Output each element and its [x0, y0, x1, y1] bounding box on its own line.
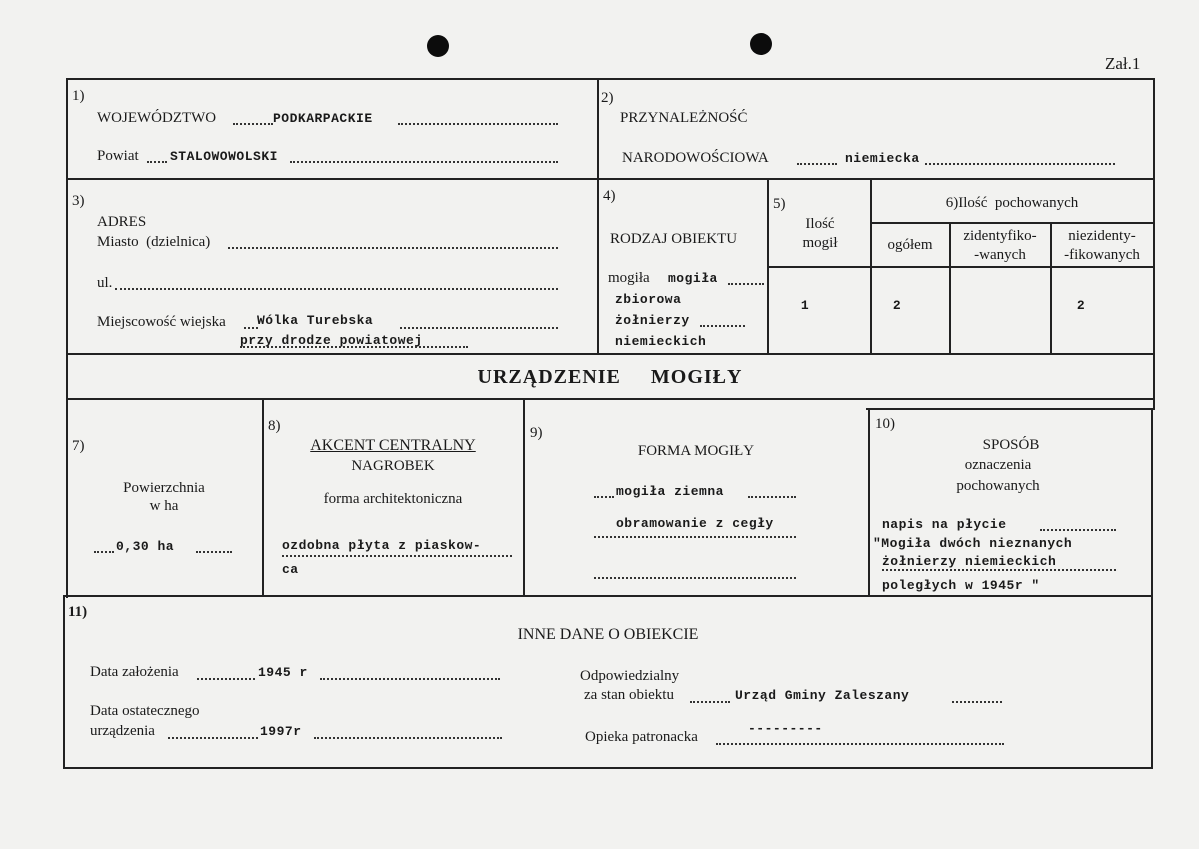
- rodzaj-value-4: niemieckich: [615, 334, 707, 349]
- pochowanych-title: pochowanych: [956, 478, 1040, 494]
- rodzaj-obiektu-label: RODZAJ OBIEKTU: [610, 231, 738, 247]
- section-number: 11): [68, 604, 88, 620]
- powierzchnia-value: 0,30 ha: [116, 539, 175, 554]
- odpowiedzialny-label-2: za stan obiektu: [584, 687, 674, 703]
- miejscowosc-value-line2: przy drodze powiatowej: [240, 333, 423, 348]
- forma-value-1: mogiła ziemna: [616, 484, 724, 499]
- nagrobek-label: NAGROBEK: [351, 458, 435, 474]
- attachment-label: Zał.1: [1105, 54, 1141, 73]
- sposob-value-3: żołnierzy niemieckich: [882, 554, 1057, 569]
- pochowanych-header: 6)Ilość pochowanych: [945, 195, 1079, 211]
- section-number: 5): [773, 196, 786, 212]
- miejscowosc-label: Miejscowość wiejska: [97, 314, 226, 330]
- ogolem-value: 2: [892, 298, 902, 313]
- niezidentyfikowanych-value: 2: [1076, 298, 1086, 313]
- opieka-patronacka-label: Opieka patronacka: [585, 729, 698, 745]
- adres-label: ADRES: [97, 214, 147, 230]
- zidentyfikowanych-label-2: -wanych: [974, 247, 1026, 263]
- sposob-title: SPOSÓB: [982, 437, 1040, 453]
- ilosc-mogil-value: 1: [800, 298, 810, 313]
- punch-hole-right: [750, 33, 772, 55]
- odpowiedzialny-label-1: Odpowiedzialny: [580, 668, 680, 684]
- mogil-label: mogił: [802, 235, 838, 251]
- data-zalozenia-label: Data założenia: [90, 664, 179, 680]
- niezidentyfikowanych-label-2: -fikowanych: [1064, 247, 1140, 263]
- miasto-label: Miasto (dzielnica): [97, 234, 211, 250]
- oznaczenia-title: oznaczenia: [964, 457, 1032, 473]
- ilosc-label: Ilość: [805, 216, 835, 232]
- narodowosciowa-label: NARODOWOŚCIOWA: [622, 150, 769, 166]
- ul-label: ul.: [97, 275, 113, 291]
- section-number: 9): [530, 425, 543, 441]
- data-ostatecznego-label-2: urządzenia: [90, 723, 155, 739]
- przynaleznosc-label: PRZYNALEŻNOŚĆ: [620, 110, 748, 126]
- powiat-value: STALOWOWOLSKI: [170, 149, 278, 164]
- section-number: 4): [603, 188, 616, 204]
- powiat-label: Powiat: [97, 148, 139, 164]
- sposob-value-1: napis na płycie: [882, 517, 1007, 532]
- rodzaj-value-2: zbiorowa: [615, 292, 682, 307]
- akcent-value-2: ca: [282, 562, 299, 577]
- wojewodztwo-value: PODKARPACKIE: [273, 111, 373, 126]
- ogolem-label: ogółem: [887, 237, 933, 253]
- rodzaj-prefix: mogiła: [608, 270, 650, 286]
- odpowiedzialny-value: Urząd Gminy Zaleszany: [735, 688, 910, 703]
- inne-dane-title: INNE DANE O OBIEKCIE: [517, 626, 699, 643]
- forma-value-2: obramowanie z cegły: [616, 516, 774, 531]
- zidentyfikowanych-label-1: zidentyfiko-: [963, 228, 1037, 244]
- narodowosc-value: niemiecka: [845, 151, 920, 166]
- rodzaj-value-3: żołnierzy: [615, 313, 690, 328]
- forma-mogily-title: FORMA MOGIŁY: [637, 443, 755, 459]
- data-zalozenia-value: 1945 r: [258, 665, 308, 680]
- section-title-urzadzenie-mogily: URZĄDZENIE MOGIŁY: [477, 366, 743, 388]
- w-ha-label: w ha: [149, 498, 179, 514]
- akcent-value-1: ozdobna płyta z piaskow-: [282, 538, 482, 553]
- wojewodztwo-label: WOJEWÓDZTWO: [97, 110, 217, 126]
- sposob-value-4: poległych w 1945r ": [882, 578, 1040, 593]
- forma-architektoniczna-label: forma architektoniczna: [323, 491, 463, 507]
- akcent-centralny-title: AKCENT CENTRALNY: [310, 437, 476, 454]
- section-number: 3): [72, 193, 85, 209]
- miejscowosc-value: Wólka Turebska: [257, 313, 374, 328]
- section-number: 10): [875, 416, 895, 432]
- niezidentyfikowanych-label-1: niezidenty-: [1068, 228, 1136, 244]
- section-number: 8): [268, 418, 281, 434]
- punch-hole-left: [427, 35, 449, 57]
- powierzchnia-label: Powierzchnia: [123, 480, 205, 496]
- data-ostatecznego-value: 1997r: [260, 724, 302, 739]
- data-ostatecznego-label-1: Data ostatecznego: [90, 703, 200, 719]
- sposob-value-2: "Mogiła dwóch nieznanych: [873, 536, 1073, 551]
- section-number: 7): [72, 438, 85, 454]
- section-number: 2): [601, 90, 614, 106]
- rodzaj-value-1: mogiła: [668, 271, 718, 286]
- opieka-patronacka-value: ---------: [748, 721, 823, 736]
- section-number: 1): [72, 88, 85, 104]
